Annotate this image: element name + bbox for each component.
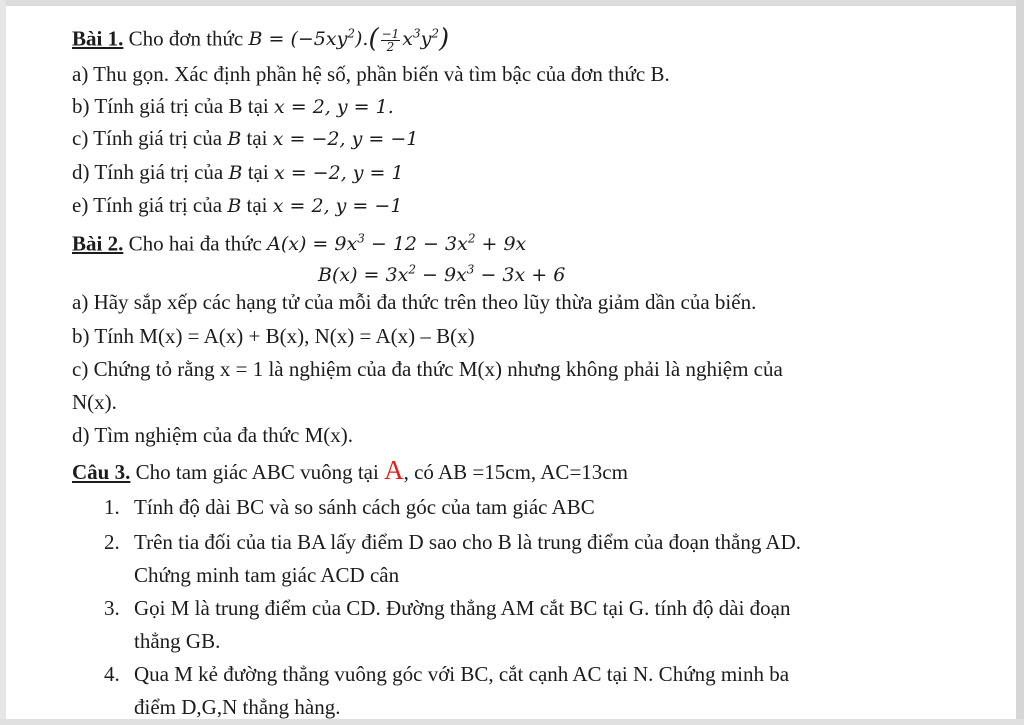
bai2-item-b: b) Tính M(x) = A(x) + B(x), N(x) = A(x) – B(x)	[72, 324, 475, 348]
cau3-heading: Câu 3.	[72, 460, 131, 484]
bai1-item-b: b) Tính giá trị của B tại x = 2, y = 1.	[72, 94, 394, 118]
bai2-title-line	[72, 225, 526, 258]
bai1-item-c: c) Tính giá trị của B tại x = −2, y = −1	[72, 126, 419, 150]
screen-left-edge	[0, 0, 6, 725]
bai1-item-e: e) Tính giá trị của B tại x = 2, y = −1	[72, 193, 403, 217]
screen-right-edge	[1016, 0, 1024, 725]
cau3-item-2-line2: Chứng minh tam giác ACD cân	[134, 563, 400, 587]
cau3-title-line: Câu 3. Cho tam giác ABC vuông tại A, có AB =15cm, AC=13cm	[72, 455, 628, 485]
cau3-item-4-line2: điểm D,G,N thẳng hàng.	[134, 695, 341, 719]
bai1-item-a: a) Thu gọn. Xác định phần hệ số, phần biến và tìm bậc của đơn thức B.	[72, 62, 670, 86]
bai2-item-c-line1: c) Chứng tỏ rằng x = 1 là nghiệm của đa thức M(x) nhưng không phải là nghiệm của	[72, 357, 783, 381]
bai2-intro: Cho hai đa thức	[123, 231, 268, 256]
bai1-intro: Cho đơn thức	[123, 26, 249, 51]
cau3-item-1: 1. Tính độ dài BC và so sánh cách góc của tam giác ABC	[104, 495, 595, 519]
cau3-item-2-line1: 2. Trên tia đối của tia BA lấy điểm D sao cho B là trung điểm của đoạn thẳng AD.	[104, 530, 802, 554]
worksheet-page	[72, 0, 1002, 725]
bai2-item-d: d) Tìm nghiệm của đa thức M(x).	[72, 423, 354, 447]
polynomial-b: $B(x) = 3x^2 - 9x^3 - 3x + 6$	[318, 263, 566, 287]
bai1-title-line	[72, 20, 449, 53]
bai1-heading: Bài 1.	[72, 26, 124, 51]
bai2-item-a: a) Hãy sắp xếp các hạng tử của mỗi đa thức trên theo lũy thừa giảm dần của biến.	[72, 290, 757, 314]
bai2-heading: Bài 2.	[72, 231, 124, 256]
bai1-item-d: d) Tính giá trị của B tại x = −2, y = 1	[72, 160, 404, 184]
cau3-item-3-line1: 3. Gọi M là trung điểm của CD. Đường thẳng AM cắt BC tại G. tính độ dài đoạn	[104, 596, 791, 620]
fraction: $\frac{-1}{2}$	[381, 26, 400, 54]
bai1-formula: $B = (-5xy^2)$.( $\frac{-1}{2}$ $x^3y^2$)	[248, 24, 450, 55]
cau3-item-4-line1: 4. Qua M kẻ đường thẳng vuông góc với BC, cắt cạnh AC tại N. Chứng minh ba	[104, 662, 790, 686]
red-letter-a: A	[384, 455, 404, 485]
cau3-item-3-line2: thẳng GB.	[134, 629, 221, 653]
bai2-item-c-line2: N(x).	[72, 390, 117, 414]
polynomial-a: $A(x) = 9x^3 - 12 - 3x^2 + 9x$	[267, 232, 527, 256]
